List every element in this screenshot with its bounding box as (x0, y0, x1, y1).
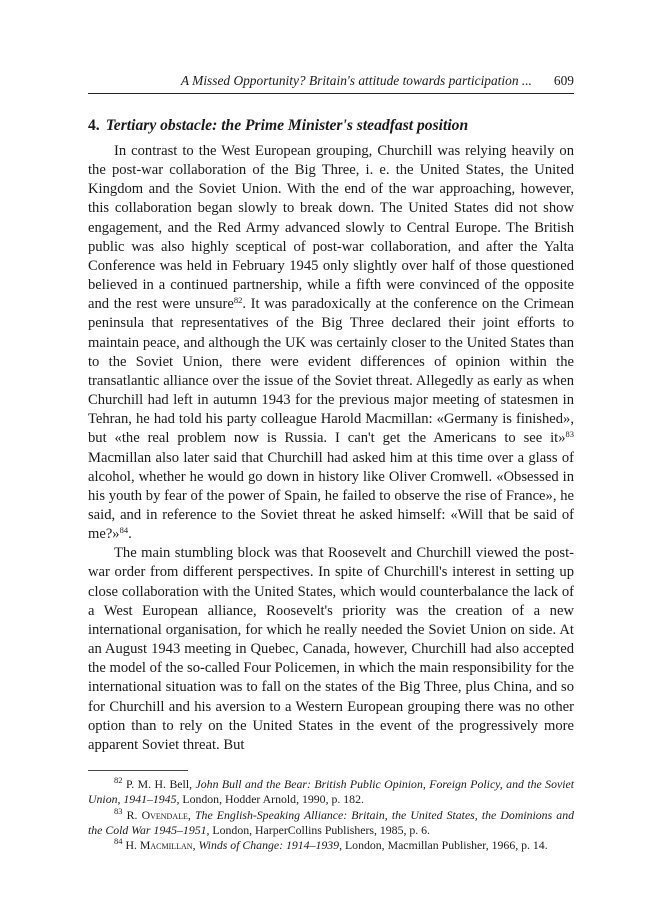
footnote-84 (88, 838, 574, 853)
footnote-ref-82[interactable]: 82 (233, 295, 243, 306)
footnote-ref-84[interactable]: 84 (119, 525, 129, 536)
paragraph-1 (88, 142, 574, 544)
footnote-details: London, HarperCollins Publishers, 1985, p. 6. (209, 822, 431, 837)
section-number: 4. (88, 117, 100, 134)
footnote-separator: , (187, 807, 195, 822)
footnote-details: London, Hodder Arnold, 1990, p. 182. (179, 792, 364, 807)
footnote-divider (88, 770, 188, 771)
running-head (88, 72, 574, 94)
footnote-separator: , (192, 838, 199, 853)
running-title: A Missed Opportunity? Britain's attitude towards participation ... (180, 73, 532, 88)
footnote-details: London, Macmillan Publisher, 1966, p. 14. (342, 838, 548, 853)
paragraph-text: . It was paradoxically at the conference on the Crimean peninsula that representatives of the Big Three declared their joint efforts to maintain peace, and although the UK was certainly closer to the United States than to the Soviet Union, there were evident differences of opinion within the transatlantic alliance over the issue of the Soviet threat. Allegedly as early as when Churchill had left in autumn 1943 for the previous major meeting of statesmen in Tehran, he had told his party colleague Harold Macmillan: «Germany is finished», but «the real problem now is Russia. I can't get the Americans to see it» (88, 296, 575, 447)
paragraph-text: Macmillan also later said that Churchill had asked him at this time over a glass of alcohol, whether he would go down in history like Oliver Cromwell. «Obsessed in his youth by fear of the power of Spain, he failed to observe the rise of France», he said, and in reference to the Soviet threat he asked himself: «Will that be said of me?» (88, 449, 574, 543)
footnote-83 (88, 805, 575, 839)
footnote-work-title: The English-Speaking Alliance: Britain, the United States, the Dominions and the Cold War 1945–1951, (88, 807, 575, 837)
footnote-author: P. M. H. Bell, (125, 777, 193, 791)
footnote-number: 82 (114, 775, 123, 785)
footnote-initial: H. (125, 838, 140, 853)
paragraph-text: . (128, 526, 132, 543)
page-number: 609 (553, 73, 574, 88)
footnote-author: Ovendale (141, 807, 188, 822)
paragraph-text: In contrast to the West European grouping, Churchill was relying heavily on the post-war collaboration of the Big Three, i. e. the United States, the United Kingdom and the Soviet Union. With the end of the war approaching, however, this collaboration began slowly to break down. The United States did not show engagement, and the Red Army advanced slowly to Central Europe. The British public was also highly sceptical of post-war collaboration, and after the Yalta Conference was held in February 1945 only slightly over half of those questioned believed in a continued partnership, while a fifth were convinced of the opposite and the rest were unsure (88, 143, 574, 313)
footnote-initial: R. (126, 807, 142, 822)
page (88, 72, 574, 853)
footnote-author: Macmillan (139, 838, 193, 853)
footnote-82 (88, 777, 574, 808)
section-heading (88, 116, 574, 136)
footnote-work-title: John Bull and the Bear: British Public Opinion, Foreign Policy, and the Soviet Union, 1941–1945, (88, 777, 575, 807)
footnote-number: 83 (114, 805, 123, 816)
footnote-number: 84 (114, 836, 123, 847)
footnote-work-title: Winds of Change: 1914–1939, (198, 838, 343, 853)
paragraph-2: The main stumbling block was that Roosevelt and Churchill viewed the post-war order from different perspectives. In spite of Churchill's interest in setting up close collaboration with the United States, which would counterbalance the lack of a West European alliance, Roosevelt's priority was the creation of a new international organisation, for which he really needed the Soviet Union on side. At an August 1943 meeting in Quebec, Canada, however, Churchill had also accepted the model of the so-called Four Policemen, in which the main responsibility for the international situation was to fall on the states of the Big Three, plus China, and so for Churchill and his aversion to a Western European grouping there was no other option than to rely on the United States in the event of the progressively more apparent Soviet threat. But (88, 545, 574, 753)
footnote-ref-83[interactable]: 83 (565, 429, 574, 440)
section-title: Tertiary obstacle: the Prime Minister's steadfast position (105, 117, 469, 134)
